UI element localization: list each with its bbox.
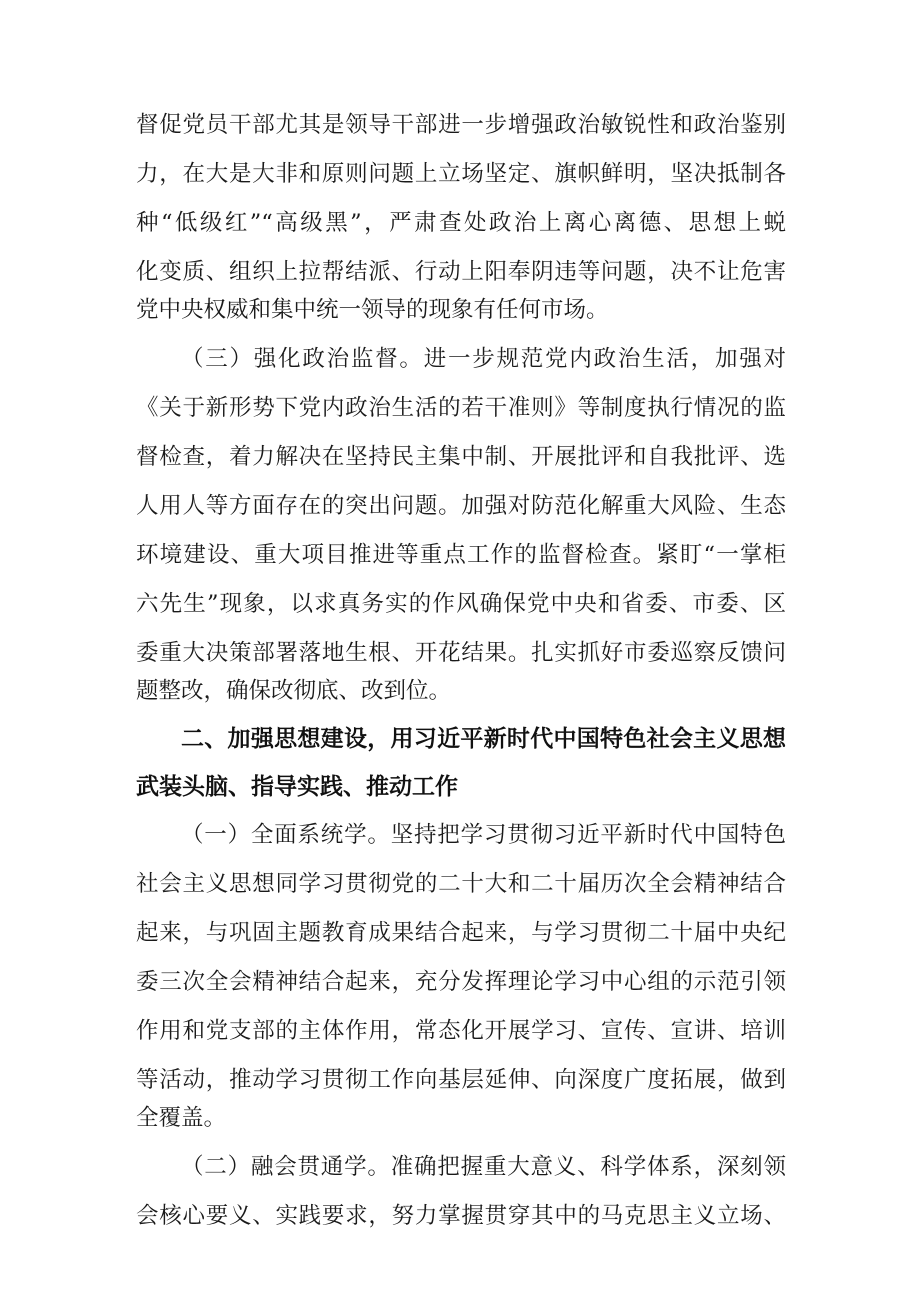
paragraph-line: 起来，与巩固主题教育成果结合起来，与学习贯彻二十届中央纪 (136, 920, 786, 946)
paragraph-line: 督检查，着力解决在坚持民主集中制、开展批评和自我批评、选 (136, 444, 786, 470)
paragraph-line: 作用和党支部的主体作用，常态化开展学习、宣传、宣讲、培训 (136, 1018, 786, 1044)
paragraph-line: 《关于新形势下党内政治生活的若干准则》等制度执行情况的监 (136, 395, 786, 421)
paragraph-line: 党中央权威和集中统一领导的现象有任何市场。 (136, 297, 609, 323)
paragraph-line: 种“低级红”“高级黑”，严肃查处政治上离心离德、思想上蜕 (136, 210, 786, 236)
paragraph-line: 督促党员干部尤其是领导干部进一步增强政治敏锐性和政治鉴别 (136, 112, 786, 138)
paragraph-line: （三）强化政治监督。进一步规范党内政治生活，加强对 (181, 346, 786, 372)
paragraph-line: 环境建设、重大项目推进等重点工作的监督检查。紧盯“一掌柜 (136, 542, 786, 568)
paragraph-line: 会核心要义、实践要求，努力掌握贯穿其中的马克思主义立场、 (136, 1203, 786, 1229)
paragraph-line: 委三次全会精神结合起来，充分发挥理论学习中心组的示范引领 (136, 969, 786, 995)
paragraph-line: 题整改，确保改彻底、改到位。 (136, 678, 452, 704)
paragraph-line: 力，在大是大非和原则问题上立场坚定、旗帜鲜明，坚决抵制各 (136, 161, 786, 187)
paragraph-line: 全覆盖。 (136, 1105, 227, 1131)
paragraph-line: （一）全面系统学。坚持把学习贯彻习近平新时代中国特色 (181, 822, 786, 848)
paragraph-line: 化变质、组织上拉帮结派、行动上阳奉阴违等问题，决不让危害 (136, 259, 786, 285)
paragraph-line: 社会主义思想同学习贯彻党的二十大和二十届历次全会精神结合 (136, 871, 786, 897)
paragraph-line: 委重大决策部署落地生根、开花结果。扎实抓好市委巡察反馈问 (136, 640, 786, 666)
paragraph-line: 人用人等方面存在的突出问题。加强对防范化解重大风险、生态 (136, 493, 786, 519)
section-heading: 武装头脑、指导实践、推动工作 (136, 774, 458, 800)
paragraph-line: 等活动，推动学习贯彻工作向基层延伸、向深度广度拓展，做到 (136, 1067, 786, 1093)
paragraph-line: 六先生”现象，以求真务实的作风确保党中央和省委、市委、区 (136, 591, 786, 617)
paragraph-line: （二）融会贯通学。准确把握重大意义、科学体系，深刻领 (181, 1154, 786, 1180)
section-heading: 二、加强思想建设，用习近平新时代中国特色社会主义思想 (181, 726, 786, 752)
